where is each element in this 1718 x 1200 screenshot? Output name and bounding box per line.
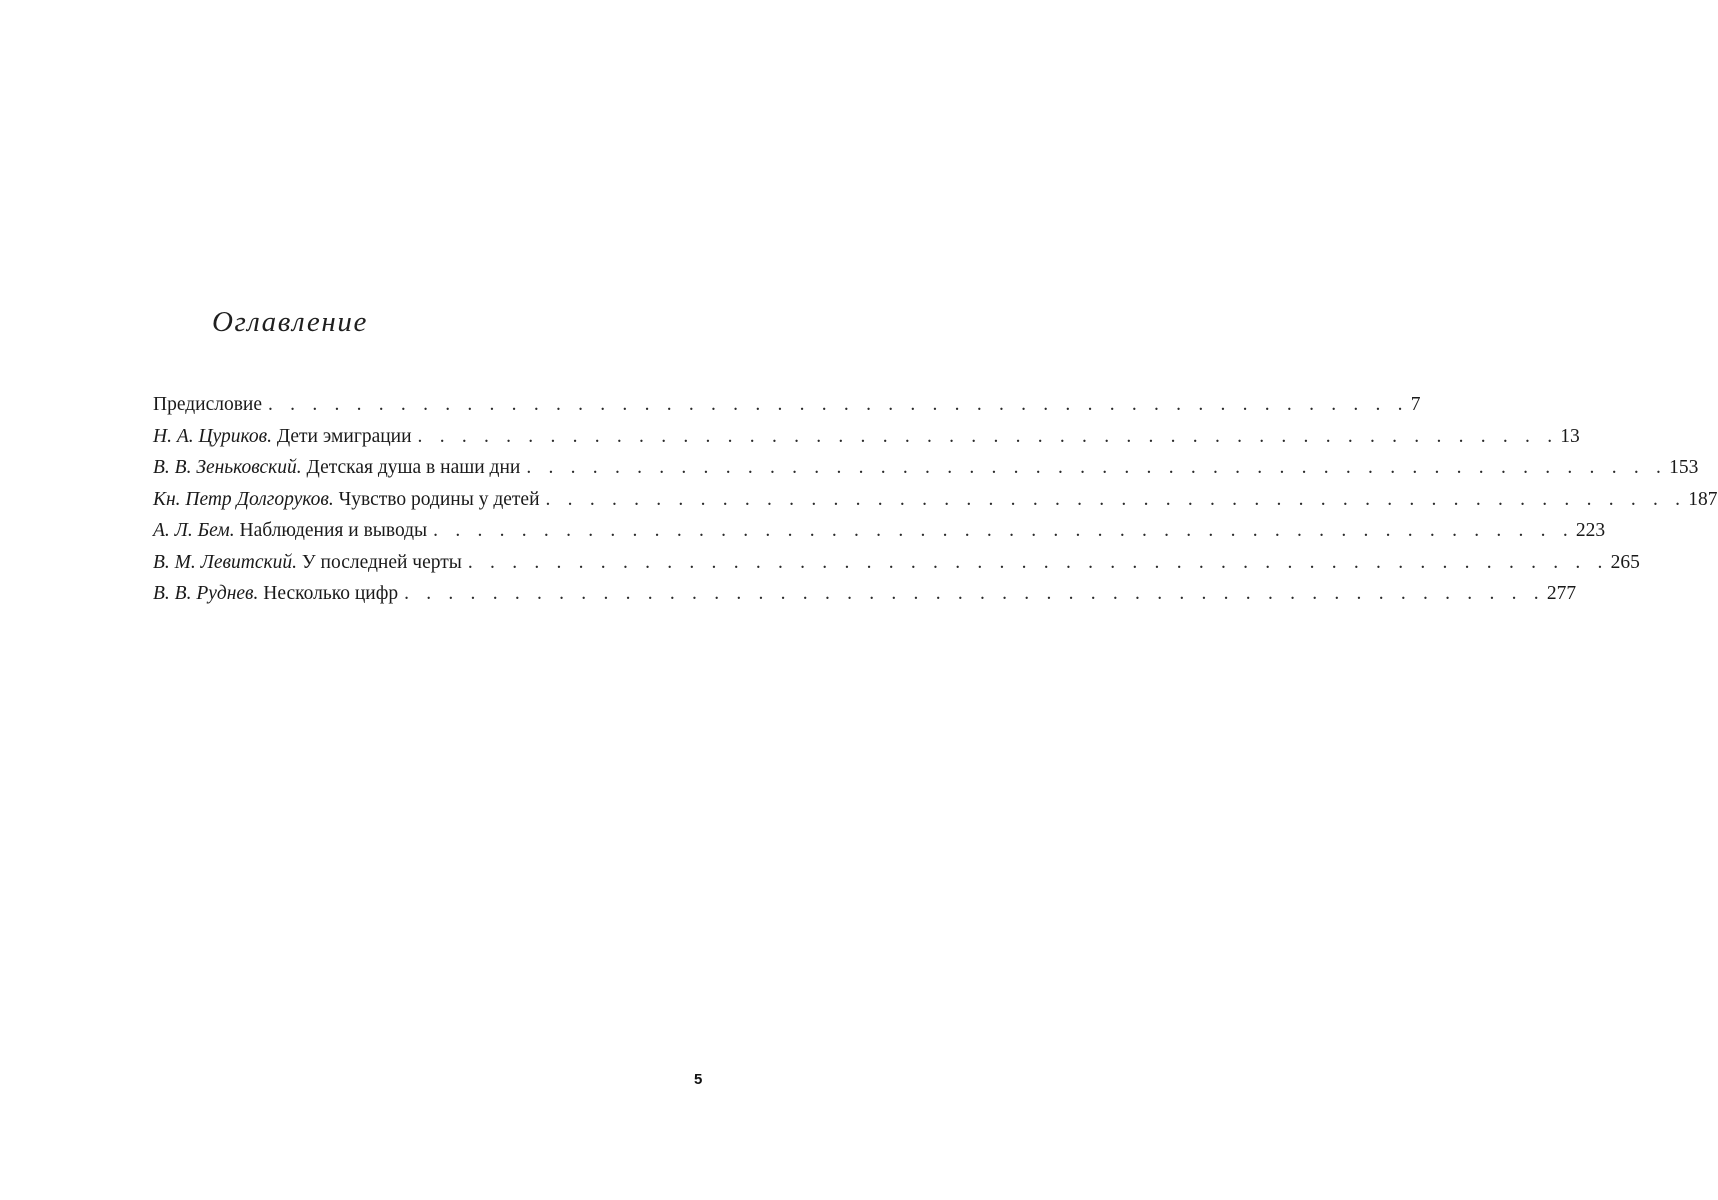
dot-leader: . . . . . . . . . . . . . . . . . . . . . . . . . . . . . . . . . . . . . . . . . . . . . . . . . . . .	[433, 520, 1574, 541]
toc-entry-title: Несколько цифр	[263, 583, 399, 604]
toc-entry-page: 277	[1546, 583, 1577, 604]
toc-entry-title: Предисловие	[153, 394, 263, 415]
toc-entry-author: В. В. Зеньковский.	[153, 457, 302, 478]
toc-entry-page: 187	[1688, 488, 1718, 510]
dot-leader: . . . . . . . . . . . . . . . . . . . . . . . . . . . . . . . . . . . . . . . . . . . . . . . . . . . .	[404, 583, 1545, 604]
toc-entry-title: Чувство родины у детей	[338, 488, 540, 510]
toc-entry-page: 7	[1410, 394, 1421, 415]
toc-list	[153, 394, 1718, 615]
toc-entry-text	[153, 520, 427, 542]
toc-entry-page: 265	[1610, 551, 1640, 573]
dot-leader: . . . . . . . . . . . . . . . . . . . . . . . . . . . . . . . . . . . . . . . . . . . . . . . . . . . .	[268, 394, 1409, 415]
page-number: 5	[694, 1071, 703, 1088]
toc-entry	[153, 457, 1699, 489]
toc-entry	[153, 551, 1640, 584]
toc-entry-title: Наблюдения и выводы	[239, 520, 428, 541]
toc-entry-text	[153, 583, 398, 605]
toc-heading: Оглавление	[212, 306, 368, 338]
toc-entry-page: 153	[1669, 457, 1699, 478]
toc-entry-text	[153, 426, 412, 448]
toc-entry-title: У последней черты	[301, 551, 462, 573]
toc-entry-author: Н. А. Цуриков.	[153, 425, 272, 447]
toc-entry-title: Дети эмиграции	[276, 425, 412, 447]
toc-entry-page: 223	[1575, 520, 1606, 541]
toc-entry-author: В. М. Левитский.	[153, 551, 297, 573]
toc-entry-text	[153, 457, 520, 479]
dot-leader: . . . . . . . . . . . . . . . . . . . . . . . . . . . . . . . . . . . . . . . . . . . . . . . . . . . .	[545, 488, 1687, 510]
toc-entry-page: 13	[1560, 425, 1580, 447]
toc-entry	[153, 488, 1718, 521]
toc-entry-title: Детская душа в наши дни	[306, 457, 521, 478]
toc-entry-text	[153, 394, 262, 416]
toc-entry-author: А. Л. Бем.	[153, 520, 235, 541]
toc-entry	[153, 425, 1580, 458]
dot-leader: . . . . . . . . . . . . . . . . . . . . . . . . . . . . . . . . . . . . . . . . . . . . . . . . . . . .	[526, 457, 1668, 478]
toc-entry-author: В. В. Руднев.	[153, 583, 259, 604]
dot-leader: . . . . . . . . . . . . . . . . . . . . . . . . . . . . . . . . . . . . . . . . . . . . . . . . . . . .	[417, 425, 1559, 447]
toc-entry	[153, 394, 1421, 426]
dot-leader: . . . . . . . . . . . . . . . . . . . . . . . . . . . . . . . . . . . . . . . . . . . . . . . . . . . .	[467, 551, 1609, 573]
toc-entry-text	[153, 489, 540, 511]
toc-entry-author: Кн. Петр Долгоруков.	[153, 488, 334, 510]
toc-entry	[153, 520, 1606, 552]
toc-entry	[153, 583, 1577, 615]
toc-entry-text	[153, 552, 462, 574]
